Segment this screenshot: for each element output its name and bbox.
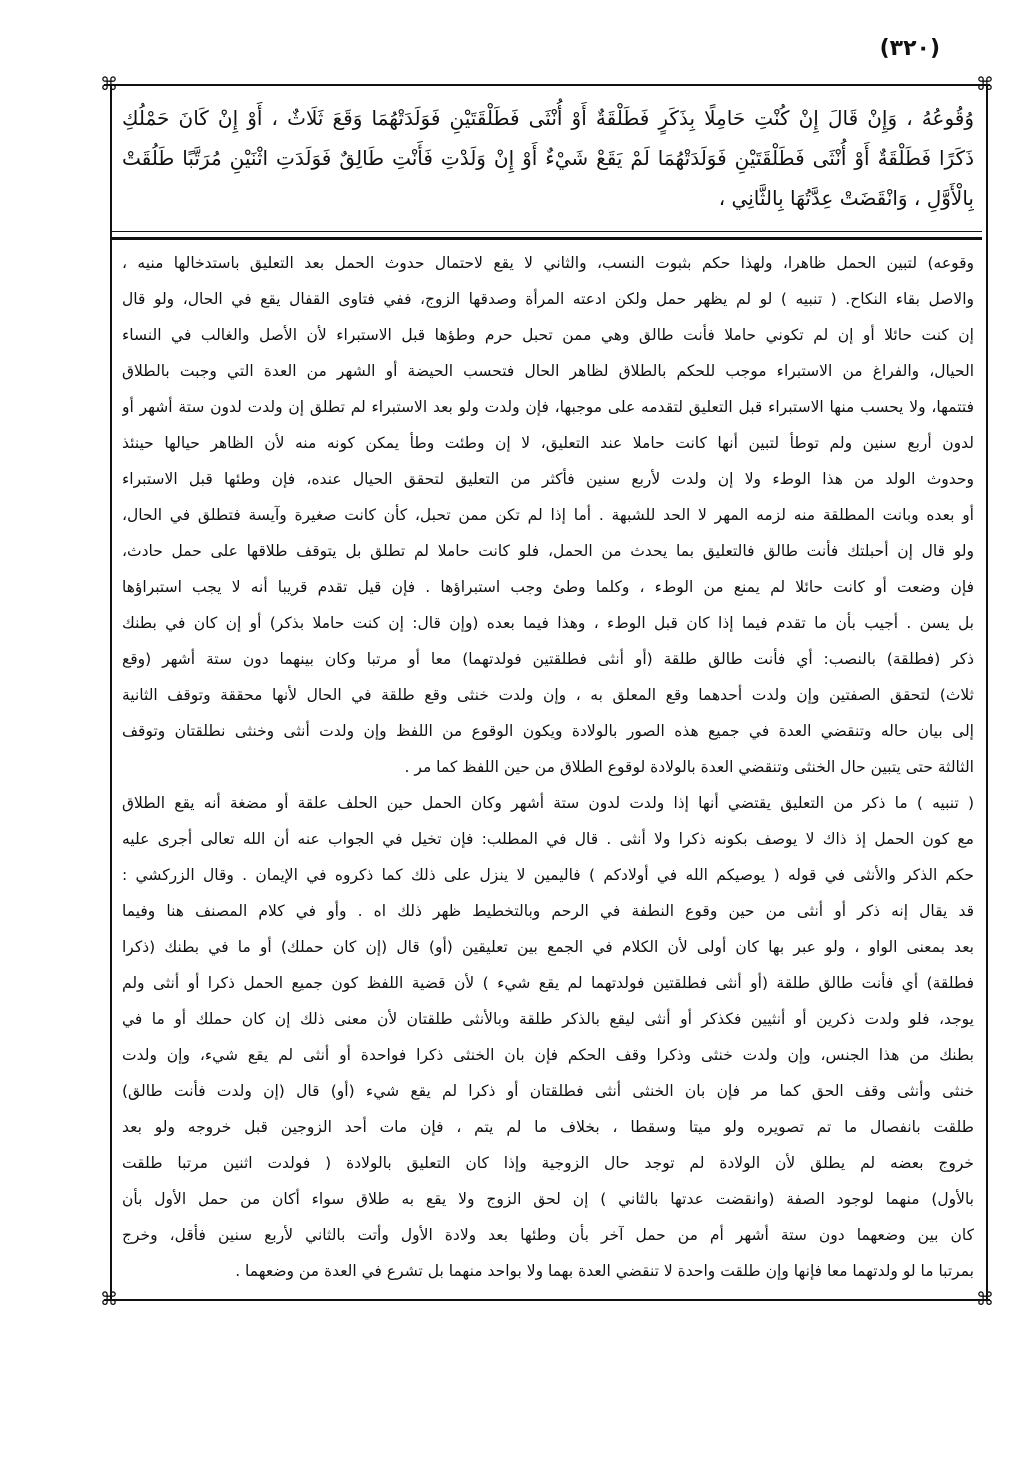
corner-ornament-icon: ⌘: [976, 1289, 994, 1310]
bottom-rule: [104, 1299, 990, 1301]
page-number: (٣٢٠): [879, 36, 940, 61]
sharh-line: ( تنبيه ) ما ذكر من التعليق يقتضي أنها إذا ولدت لدون ستة أشهر وكان الحمل حين الحلف علقة أو مضغة أنه يقع الطلاق: [122, 794, 974, 812]
sharh-line: وقوعه) لتبين الحمل ظاهرا، ولهذا حكم بثبوت النسب، والثاني لا يقع لاحتمال حدوث الحمل بعد التعليق باستدخالها منيه ،: [122, 254, 974, 272]
sharh-line: فطلقة) أي فأنت طالق طلقة (أو أنثى فطلقتين فولدتهما لم يقع شيء ) لأن قضية اللفظ كون جميع الحمل ذكرا أو أنثى ولم: [122, 974, 974, 992]
sharh-line: خروج بعضه لم يطلق لأن الولادة لم توجد حال الزوجية وإذا كان التعليق بالولادة ( فولدت اثنين مرتبا طلقت: [122, 1154, 974, 1172]
matn-line: بِالْأَوَّلِ ، وَانْقَضَتْ عِدَّتُهَا بِالثَّانِي ،: [718, 186, 974, 210]
sharh-line: خنثى وأنثى وقف الحق كما مر فإن بان الخنثى أنثى فطلقتان أو ذكرا لم يقع شيء (أو) قال (إن ولدت فأنت طالق): [122, 1082, 974, 1100]
corner-ornament-icon: ⌘: [100, 74, 118, 95]
sharh-line: بعد بمعنى الواو ، ولو عبر بها كان أولى لأن الكلام في الجمع بين تعليقين (أو) قال (إن كان حملك) أو ما في بطنك (ذكرا: [122, 938, 974, 956]
matn-line: وُقُوعُهُ ، وَإِنْ قَالَ إِنْ كُنْتِ حَامِلًا بِذَكَرٍ فَطَلْقَةٌ أَوْ أُنْثَى فَطَلْقَتَيْنِ فَوَلَدَتْهُمَا وَقَعَ ثَلَاثٌ ، أَوْ إِنْ كَانَ حَمْلُكِ: [122, 106, 974, 130]
sharh-line: لدون أربع سنين ولم توطأ لتبين أنها كانت حاملا عند التعليق، لا إن وطئت وطأ يمكن كونه منه لأن الظاهر حيالها حينئذ: [122, 434, 974, 452]
sharh-line: ذكر (فطلقة) بالنصب: أي فأنت طالق طلقة (أو أنثى فطلقتين فولدتهما) معا أو مرتبا وكان بينهما دون ستة أشهر (وقع: [122, 650, 974, 668]
matn-line: ذَكَرًا فَطَلْقَةٌ أَوْ أُنْثَى فَطَلْقَتَيْنِ فَوَلَدَتْهُمَا لَمْ يَقَعْ شَيْءٌ أَوْ إِنْ وَلَدْتِ فَأَنْتِ طَالِقٌ فَوَلَدَتِ اثْنَيْنِ مُرَتَّبًا طَلُقَتْ: [122, 146, 974, 170]
sharh-line: إلى بيان حاله وتنقضي العدة في جميع هذه الصور بالولادة ويكون الوقوع من اللفظ وإن ولدت أنثى وخنثى نطلقتان وتوقف: [122, 722, 974, 740]
corner-ornament-icon: ⌘: [100, 1289, 118, 1310]
sharh-line: والاصل بقاء النكاح. ( تنبيه ) لو لم يظهر حمل ولكن ادعته المرأة وصدقها الزوج، ففي فتاوى القفال يقع في الحال، ولو قال: [122, 290, 974, 308]
sharh-line: بطنك من هذا الجنس، وإن ولدت خنثى وذكرا وقف الحكم فإن بان الخنثى ذكرا فواحدة أو أنثى لم يقع شيء، وإن ولدت: [122, 1046, 974, 1064]
sharh-line: بمرتبا ما لو ولدتهما معا فإنها وإن طلقت واحدة لا تنقضي العدة بهما ولا بواحد منهما بل تشرع في العدة من وضعهما .: [235, 1262, 974, 1280]
sharh-line: مع كون الحمل إذ ذاك لا يوصف بكونه ذكرا ولا أنثى . قال في المطلب: فإن تخيل في الجواب عنه أن الله تعالى أجرى عليه: [122, 830, 974, 848]
sharh-line: الثالثة حتى يتبين حال الخنثى وتنقضي العدة بالولادة لوقوع الطلاق من حين اللفظ كما مر .: [404, 758, 974, 776]
sharh-line: قد يقال إنه ذكر أو أنثى من حين وقوع النطفة في الرحم وبالتخطيط ظهر ذلك اه . وأو في كلام المصنف هنا وفيما: [122, 902, 974, 920]
sharh-line: بالأول) منهما لوجود الصفة (وانقضت عدتها بالثاني ) إن لحق الزوج ولا يقع به طلاق سواء أكان من حمل الأول بأن: [122, 1190, 974, 1208]
sharh-line: بل يسن . أجيب بأن ما تقدم فيما إذا كان قبل الوطء ، وهذا فيما بعده (وإن قال: إن كنت حاملا بذكر) أو إن كان في بطنك: [122, 614, 974, 632]
matn-sharh-divider: [112, 231, 982, 240]
sharh-line: يوجد، فلو ولدت ذكرين أو أنثيين فكذكر أو أنثى ليقع بالذكر طلقة وبالأنثى طلقتان لأن معنى ذلك إن كان حملك أو ما في: [122, 1010, 974, 1028]
top-rule: [104, 84, 990, 86]
sharh-line: ثلاث) لتحقق الصفتين وإن ولدت أحدهما وقع المعلق به ، وإن ولدت خنثى وقع طلقة في الحال لأنها محققة وتوقف الثانية: [122, 686, 974, 704]
sharh-line: إن كنت حائلا أو إن لم تكوني حاملا فأنت طالق وهي ممن تحبل حرم وطؤها قبل الاستبراء لأن الأصل والغالب في النساء: [122, 326, 974, 344]
sharh-commentary: [122, 245, 974, 1289]
sharh-line: أو بعده وبانت المطلقة منه لزمه المهر لا الحد للشبهة . أما إذا لم تكن ممن تحبل، كأن كانت صغيرة وآيسة فتطلق في الحال،: [122, 506, 974, 524]
corner-ornament-icon: ⌘: [976, 74, 994, 95]
sharh-line: حكم الذكر والأنثى في قوله ( يوصيكم الله في أولادكم ) فاليمين لا ينزل على ذلك كما ذكروه في الإيمان . وقال الزركشي :: [122, 866, 974, 884]
sharh-line: طلقت بانفصال ما تم تصويره ولو ميتا وسقطا ، بخلاف ما لم يتم ، فإن مات أحد الزوجين قبل خروجه ولو بعد: [122, 1118, 974, 1136]
sharh-line: كان بين وضعهما دون ستة أشهر أم من حمل آخر بأن وطئها بعد ولادة الأول وأتت بالثاني لأربع سنين فأقل، وخرج: [122, 1226, 974, 1244]
sharh-line: فتتمها، ولا يحسب منها الاستبراء قبل التعليق لتقدمه على موجبها، فإن ولدت ولو بعد الاستبراء لم تطلق إن ولدت لدون ستة أشهر أو: [122, 398, 974, 416]
sharh-line: فإن وضعت أو كانت حائلا لم يمنع من الوطء ، وكلما وطئ وجب استبراؤها . فإن قيل تقدم قريبا أنه لا يجب استبراؤها: [122, 578, 974, 596]
matn-text: [122, 98, 974, 218]
sharh-line: وحدوث الولد من هذا الوطء ولا إن ولدت لأربع سنين فأكثر من التعليق لتحقق الحيال عنده، فإن وطئها قبل الاستبراء: [122, 470, 974, 488]
sharh-line: ولو قال إن أحبلتك فأنت طالق فالتعليق بما يحدث من الحمل، فلو كانت حاملا لم تطلق بل يتوقف طلاقها على حمل حادث،: [122, 542, 974, 560]
sharh-line: الحيال، والفراغ من الاستبراء موجب للحكم بالطلاق لظاهر الحال فتحسب الحيضة أو الشهر من العدة التي وجبت بالطلاق: [122, 362, 974, 380]
